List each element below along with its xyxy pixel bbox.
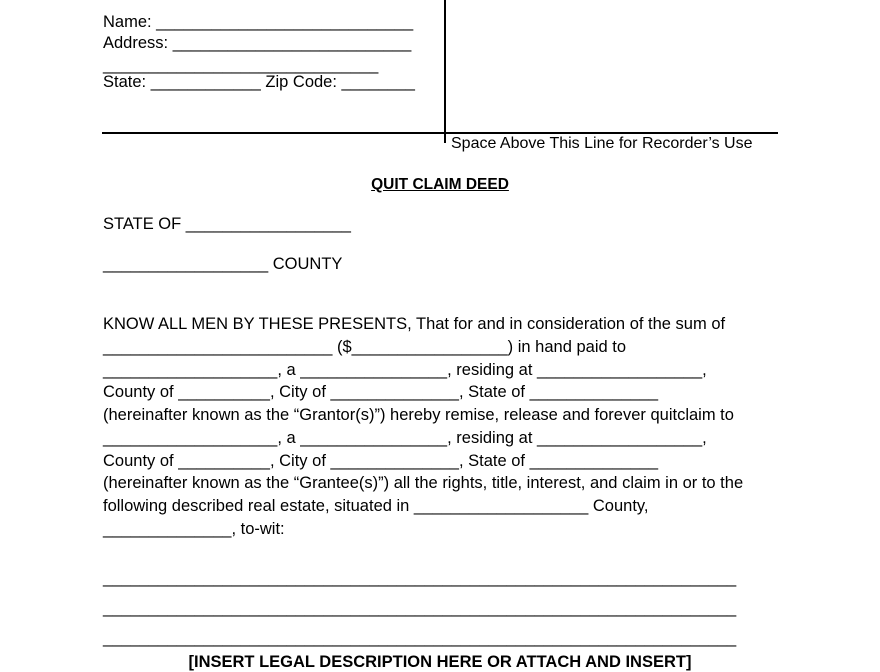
return-state-zip-field[interactable]: State: ____________ Zip Code: ________: [103, 73, 415, 91]
recorder-divider-vertical: [444, 0, 446, 143]
body-line-7[interactable]: County of __________, City of ______________, State of ______________: [103, 452, 659, 470]
body-line-3[interactable]: ___________________, a ________________, residing at __________________,: [103, 361, 707, 379]
state-of-field[interactable]: STATE OF __________________: [103, 215, 351, 233]
body-line-1: KNOW ALL MEN BY THESE PRESENTS, That for and in consideration of the sum of: [103, 315, 726, 333]
body-line-8: (hereinafter known as the “Grantee(s)”) all the rights, title, interest, and claim in or to the: [103, 474, 744, 492]
body-line-9[interactable]: following described real estate, situated in ___________________ County,: [103, 497, 649, 515]
body-line-5: (hereinafter known as the “Grantor(s)”) hereby remise, release and forever quitclaim to: [103, 406, 734, 424]
body-line-6[interactable]: ___________________, a ________________, residing at __________________,: [103, 429, 707, 447]
body-line-4[interactable]: County of __________, City of ______________, State of ______________: [103, 383, 659, 401]
return-address-line2-field[interactable]: ______________________________: [103, 56, 379, 74]
county-field[interactable]: __________________ COUNTY: [103, 255, 343, 273]
legal-description-line-1[interactable]: _____________________________________________________________________: [103, 569, 737, 587]
legal-description-line-2[interactable]: _____________________________________________________________________: [103, 599, 737, 617]
body-line-10[interactable]: ______________, to-wit:: [103, 520, 285, 538]
return-address-field[interactable]: Address: __________________________: [103, 34, 412, 52]
return-name-field[interactable]: Name: ____________________________: [103, 13, 414, 31]
recorder-note: Space Above This Line for Recorder’s Use: [451, 135, 753, 152]
document-title: QUIT CLAIM DEED: [371, 176, 509, 193]
body-line-2[interactable]: _________________________ ($_________________) in hand paid to: [103, 338, 627, 356]
legal-description-caption: [INSERT LEGAL DESCRIPTION HERE OR ATTACH AND INSERT]: [188, 653, 692, 671]
legal-description-line-3[interactable]: _____________________________________________________________________: [103, 629, 737, 647]
